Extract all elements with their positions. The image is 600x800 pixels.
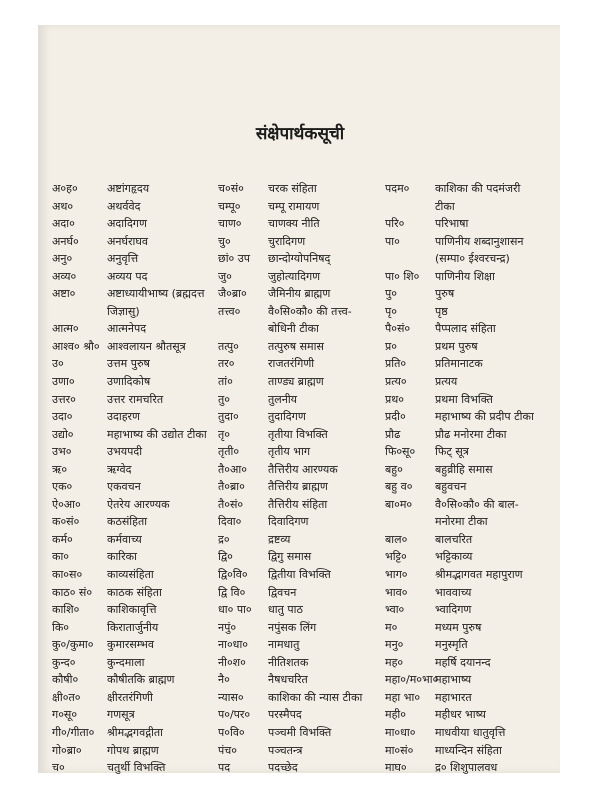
abbreviation: बाल० — [385, 532, 408, 546]
abbreviation-meaning: फिट् सूत्र — [435, 445, 469, 459]
abbreviation: का० — [52, 550, 70, 564]
abbreviation: जै०ब्रा० — [218, 287, 247, 301]
abbreviation-meaning: महाभाष्य की प्रदीप टीका — [435, 410, 534, 424]
abbreviation-meaning: उणादिकोष — [107, 375, 151, 389]
abbreviation: कुन्द० — [52, 655, 76, 669]
abbreviation-meaning: पैप्पलाद संहिता — [435, 322, 496, 336]
abbreviation: गो०ब्रा० — [52, 743, 82, 757]
abbreviation-entry — [385, 198, 555, 216]
abbreviation-meaning: टीका — [435, 199, 455, 213]
abbreviation-meaning: तुदादिगण — [268, 410, 306, 424]
abbreviation-meaning: उत्तम पुरुष — [107, 357, 150, 371]
abbreviation: बहु० — [385, 462, 403, 476]
abbreviation-meaning: अनुवृत्ति — [107, 252, 139, 266]
abbreviation: तु० — [218, 392, 230, 406]
abbreviation-entry — [385, 548, 555, 566]
abbreviation: उ० — [52, 357, 64, 371]
abbreviation: तुदा० — [218, 410, 239, 424]
abbreviation-meaning: आश्वलायन श्रौतसूत्र — [107, 339, 186, 353]
abbreviation-meaning: नामधातु — [268, 638, 300, 652]
abbreviation: अनु० — [52, 252, 73, 266]
abbreviation-meaning: कर्मवाच्य — [107, 532, 142, 546]
abbreviation: आत्म० — [52, 322, 79, 336]
abbreviation-entry — [385, 601, 555, 619]
abbreviation-entry — [385, 320, 555, 338]
abbreviation-meaning: उत्तर रामचरित — [107, 392, 164, 406]
abbreviation: च०सं० — [218, 182, 244, 195]
abbreviation: तत्त्व० — [218, 304, 241, 318]
abbreviation: भाग० — [385, 568, 408, 582]
abbreviation-meaning: मध्यम पुरुष — [435, 620, 482, 634]
abbreviation-entry — [385, 391, 555, 409]
abbreviation-meaning: आत्मनेपद — [107, 322, 147, 336]
abbreviation-meaning: द्रष्टव्य — [268, 532, 291, 546]
abbreviation: एक० — [52, 480, 73, 494]
abbreviation-entry — [385, 338, 555, 356]
abbreviation-entry — [385, 250, 555, 268]
abbreviation: नै० — [218, 673, 230, 687]
abbreviation: पा० शि० — [385, 269, 420, 283]
abbreviation: द्वि वि० — [218, 585, 246, 599]
abbreviation: ग०सू० — [52, 708, 78, 722]
abbreviation-entry — [385, 303, 555, 321]
abbreviation-meaning: राजतरंगिणी — [268, 357, 315, 371]
abbreviation: प्रत्य० — [385, 375, 407, 389]
abbreviation-meaning: माध्यन्दिन संहिता — [435, 743, 502, 757]
abbreviation-entry — [385, 706, 555, 724]
abbreviation: क्षी०त० — [52, 690, 81, 704]
abbreviation-meaning: काशिका की पदमंजरी — [435, 182, 521, 195]
abbreviation-meaning: भाववाच्य — [435, 585, 472, 599]
abbreviation: भाव० — [385, 585, 408, 599]
abbreviation: माघ० — [385, 761, 407, 775]
abbreviation-entry — [385, 233, 555, 251]
abbreviation-meaning: कारिका — [107, 550, 137, 564]
abbreviation: पु० — [385, 287, 397, 301]
abbreviation: द्वि० — [218, 550, 233, 564]
abbreviation-meaning: परिभाषा — [435, 217, 469, 231]
abbreviation-meaning: वै०सि०कौ० की बाल- — [435, 497, 519, 511]
abbreviation-meaning: जिज्ञासु) — [107, 304, 140, 318]
abbreviation-meaning: मनुस्मृति — [435, 638, 468, 652]
abbreviation-entry — [385, 689, 555, 707]
abbreviation-meaning: ऋग्वेद — [107, 462, 132, 476]
abbreviation-meaning: पदच्छेद — [268, 761, 298, 775]
abbreviation-meaning: चतुर्थी विभक्ति — [107, 761, 166, 775]
abbreviation: प्रति० — [385, 357, 407, 371]
abbreviation-meaning: बालचरित — [435, 532, 473, 546]
abbreviation-entry — [385, 742, 555, 760]
abbreviation: क०सं० — [52, 515, 80, 529]
abbreviation: ना०धा० — [218, 638, 249, 652]
abbreviation-meaning: पुरुष — [435, 287, 455, 301]
abbreviation: प्र० — [385, 339, 397, 353]
abbreviation-meaning: तैत्तिरीय संहिता — [268, 497, 328, 511]
abbreviation-entry — [385, 215, 555, 233]
abbreviation-meaning: ऐतरेय आरण्यक — [107, 497, 170, 511]
abbreviation: तृ० — [218, 427, 230, 441]
abbreviation-meaning: जुहोत्यादिगण — [268, 269, 321, 283]
abbreviation: का०स० — [52, 568, 83, 582]
abbreviation: बहु व० — [385, 480, 413, 494]
abbreviation-meaning: गोपथ ब्राह्मण — [107, 743, 159, 757]
abbreviation-meaning: मनोरमा टीका — [435, 515, 488, 529]
abbreviation: कौषी० — [52, 673, 79, 687]
abbreviation-meaning: महाभारत — [435, 690, 472, 704]
abbreviation: गी०/गीता० — [52, 725, 95, 739]
abbreviation: दिवा० — [218, 515, 242, 529]
abbreviation-meaning: वै०सि०कौ० की तत्त्व- — [268, 304, 352, 318]
abbreviation: प्रौढ — [385, 427, 401, 441]
abbreviation: तर० — [218, 357, 235, 371]
abbreviation: तत्पु० — [218, 339, 239, 353]
abbreviation: उणा० — [52, 375, 75, 389]
abbreviation: अनर्घ० — [52, 234, 79, 248]
abbreviation: मा०सं० — [385, 743, 414, 757]
abbreviation: भ्वा० — [385, 603, 405, 617]
abbreviation-entry — [385, 478, 555, 496]
abbreviation-meaning: छान्दोग्योपनिषद् — [268, 252, 331, 266]
abbreviation: काठ० सं० — [52, 585, 93, 599]
abbreviation: मह० — [385, 655, 404, 669]
abbreviation-meaning: प्रौढ मनोरमा टीका — [435, 427, 507, 441]
abbreviation: अदा० — [52, 217, 75, 231]
abbreviation: नपुं० — [218, 620, 237, 634]
abbreviation-entry — [385, 671, 555, 689]
abbreviation-entry — [385, 373, 555, 391]
abbreviation-meaning: प्रत्यय — [435, 375, 458, 389]
abbreviation-meaning: अष्टांगहृदय — [107, 182, 150, 195]
abbreviation: मा०धा० — [385, 725, 416, 739]
abbreviation: प्रथ० — [385, 392, 405, 406]
abbreviation-meaning: तृतीया विभक्ति — [268, 427, 328, 441]
abbreviation-meaning: चम्पू रामायण — [268, 199, 320, 213]
abbreviation-entry — [385, 513, 555, 531]
abbreviation: धा० पा० — [218, 603, 252, 617]
abbreviation-meaning: महाभाष्य की उद्योत टीका — [107, 427, 207, 441]
abbreviation-meaning: दिवादिगण — [268, 515, 309, 529]
abbreviation-meaning: तैत्तिरीय ब्राह्मण — [268, 480, 328, 494]
abbreviation-meaning: कुन्दमाला — [107, 655, 145, 669]
abbreviation: पृ० — [385, 304, 397, 318]
abbreviation-meaning: प्रथम पुरुष — [435, 339, 478, 353]
abbreviation-meaning: प्रतिमानाटक — [435, 357, 483, 371]
abbreviation: पदम० — [385, 182, 410, 195]
abbreviation: म० — [385, 620, 398, 634]
abbreviation-meaning: एकवचन — [107, 480, 141, 494]
abbreviation: अव्य० — [52, 269, 77, 283]
abbreviation: पद — [218, 761, 231, 775]
abbreviation: ऋ० — [52, 462, 68, 476]
abbreviation: ऐ०आ० — [52, 497, 81, 511]
abbreviation-meaning: प्रथमा विभक्ति — [435, 392, 493, 406]
abbreviation: उभ० — [52, 445, 72, 459]
abbreviation: उत्तर० — [52, 392, 76, 406]
abbreviation-meaning: चरक संहिता — [268, 182, 317, 195]
abbreviation-meaning: उदाहरण — [107, 410, 141, 424]
page-title: संक्षेपार्थकसूची — [255, 124, 345, 144]
abbreviation-meaning: भट्टिकाव्य — [435, 550, 473, 564]
abbreviation-entry — [385, 443, 555, 461]
abbreviation: महा०/म०भा० — [385, 673, 439, 687]
abbreviation-entry — [385, 268, 555, 286]
abbreviation: तै०ब्रा० — [218, 480, 245, 494]
abbreviation-entry — [385, 654, 555, 672]
abbreviation-meaning: काशिका की न्यास टीका — [268, 690, 363, 704]
abbreviation: तृती० — [218, 445, 240, 459]
abbreviation: उद्यो० — [52, 427, 74, 441]
abbreviation: कि० — [52, 620, 70, 634]
abbreviation-meaning: नैषधचरित — [268, 673, 308, 687]
abbreviation: मही० — [385, 708, 406, 722]
abbreviation: नी०श० — [218, 655, 246, 669]
abbreviation-meaning: बोधिनी टीका — [268, 322, 319, 336]
abbreviation: भट्टि० — [385, 550, 407, 564]
abbreviation: पै०सं० — [385, 322, 411, 336]
abbreviation-meaning: कठसंहिता — [107, 515, 148, 529]
abbreviation: चम्पू० — [218, 199, 241, 213]
abbreviation: अथ० — [52, 199, 74, 213]
abbreviation-meaning: (सम्पा० ईश्वरचन्द्र) — [435, 252, 510, 266]
abbreviation: काशि० — [52, 603, 80, 617]
abbreviation-meaning: अदादिगण — [107, 217, 147, 231]
abbreviation: उदा० — [52, 410, 73, 424]
abbreviation-meaning: उभयपदी — [107, 445, 143, 459]
abbreviation-meaning: पञ्चमी विभक्ति — [268, 725, 332, 739]
abbreviation: पा० — [385, 234, 400, 248]
abbreviation-entry — [385, 759, 555, 777]
abbreviation: प०वि० — [218, 725, 245, 739]
abbreviation-entry — [385, 566, 555, 584]
abbreviation-meaning: अव्यय पद — [107, 269, 148, 283]
abbreviation-meaning: माधवीया धातुवृत्ति — [435, 725, 506, 739]
abbreviation: कर्म० — [52, 532, 73, 546]
abbreviation-meaning: द्वितीया विभक्ति — [268, 568, 331, 582]
abbreviation-meaning: पाणिनीय शब्दानुशासन — [435, 234, 524, 248]
abbreviation: प्रदी० — [385, 410, 406, 424]
abbreviation: अष्टा० — [52, 287, 76, 301]
abbreviation-meaning: श्रीमद्भागवत महापुराण — [435, 568, 523, 582]
abbreviation: प०/पर० — [218, 708, 251, 722]
abbreviation-meaning: काशिकावृत्ति — [107, 603, 157, 617]
abbreviation-meaning: अथर्ववेद — [107, 199, 141, 213]
abbreviation: छां० उप — [218, 252, 251, 266]
abbreviation: फि०सू० — [385, 445, 416, 459]
abbreviation: पंच० — [218, 743, 237, 757]
abbreviation-meaning: काठक संहिता — [107, 585, 162, 599]
abbreviation-meaning: काव्यसंहिता — [107, 568, 154, 582]
abbreviation-meaning: पृष्ठ — [435, 304, 448, 318]
abbreviation: तै०आ० — [218, 462, 247, 476]
abbreviation: चु० — [218, 234, 231, 248]
abbreviation-meaning: तृतीय भाग — [268, 445, 311, 459]
abbreviation: तां० — [218, 375, 233, 389]
abbreviation-meaning: बहुवचन — [435, 480, 467, 494]
abbreviation-meaning: धातु पाठ — [268, 603, 303, 617]
abbreviation: चाण० — [218, 217, 242, 231]
abbreviation-entry — [385, 724, 555, 742]
abbreviation-entry — [385, 619, 555, 637]
abbreviation-entry — [385, 180, 555, 198]
abbreviation-meaning: क्षीरतरंगिणी — [107, 690, 153, 704]
abbreviation-meaning: महाभाष्य — [435, 673, 472, 687]
abbreviation-meaning: जैमिनीय ब्राह्मण — [268, 287, 331, 301]
abbreviation: अ०ह० — [52, 182, 78, 195]
abbreviation-entry — [385, 285, 555, 303]
abbreviation: महा भा० — [385, 690, 421, 704]
abbreviation-meaning: पञ्चतन्त्र — [268, 743, 303, 757]
abbreviation-entry — [385, 355, 555, 373]
abbreviation: तै०सं० — [218, 497, 244, 511]
abbreviation-entry — [385, 496, 555, 514]
abbreviation-entry — [385, 461, 555, 479]
abbreviation-meaning: नपुंसक लिंग — [268, 620, 317, 634]
abbreviation-meaning: परस्मैपद — [268, 708, 302, 722]
abbreviation: च० — [52, 761, 65, 775]
abbreviation-meaning: गणसूत्र — [107, 708, 135, 722]
abbreviation-meaning: नीतिशतक — [268, 655, 309, 669]
abbreviation-meaning: अष्टाध्यायीभाष्य (ब्रह्मदत्त — [107, 287, 205, 301]
abbreviation: बा०म० — [385, 497, 413, 511]
abbreviation-meaning: किरातार्जुनीय — [107, 620, 159, 634]
abbreviation-meaning: द्र० शिशुपालवध — [435, 761, 498, 775]
abbreviation: जु० — [218, 269, 232, 283]
abbreviation-meaning: तुलनीय — [268, 392, 298, 406]
abbreviation-meaning: बहुव्रीहि समास — [435, 462, 493, 476]
abbreviation-column-3 — [385, 180, 555, 777]
abbreviation-entry — [385, 426, 555, 444]
abbreviation: परि० — [385, 217, 405, 231]
abbreviation-entry — [385, 531, 555, 549]
abbreviation-meaning: द्विगु समास — [268, 550, 312, 564]
abbreviation-meaning: द्विवचन — [268, 585, 297, 599]
abbreviation-meaning: कुमारसम्भव — [107, 638, 154, 652]
abbreviation-meaning: पाणिनीय शिक्षा — [435, 269, 495, 283]
abbreviation-entry — [385, 408, 555, 426]
abbreviation: कु०/कुमा० — [52, 638, 94, 652]
abbreviation-meaning: चाणक्य नीति — [268, 217, 320, 231]
abbreviation-meaning: तत्पुरुष समास — [268, 339, 324, 353]
abbreviation: आश्व० श्रौ० — [52, 339, 100, 353]
abbreviation-meaning: तैत्तिरीय आरण्यक — [268, 462, 338, 476]
abbreviation: द्वि०वि० — [218, 568, 248, 582]
abbreviation-meaning: अनर्घराघव — [107, 234, 148, 248]
abbreviation-meaning: श्रीमद्भगवद्गीता — [107, 725, 164, 739]
abbreviation-meaning: ताण्ड्य ब्राह्मण — [268, 375, 324, 389]
abbreviation-meaning: महर्षि दयानन्द — [435, 655, 491, 669]
abbreviation-meaning: भ्वादिगण — [435, 603, 472, 617]
abbreviation: न्यास० — [218, 690, 244, 704]
abbreviation-meaning: चुरादिगण — [268, 234, 306, 248]
abbreviation-entry — [385, 636, 555, 654]
abbreviation: मनु० — [385, 638, 404, 652]
abbreviation-meaning: कौषीतकि ब्राह्मण — [107, 673, 175, 687]
abbreviation-meaning: महीधर भाष्य — [435, 708, 486, 722]
abbreviation: द्र० — [218, 532, 230, 546]
abbreviation-entry — [385, 584, 555, 602]
